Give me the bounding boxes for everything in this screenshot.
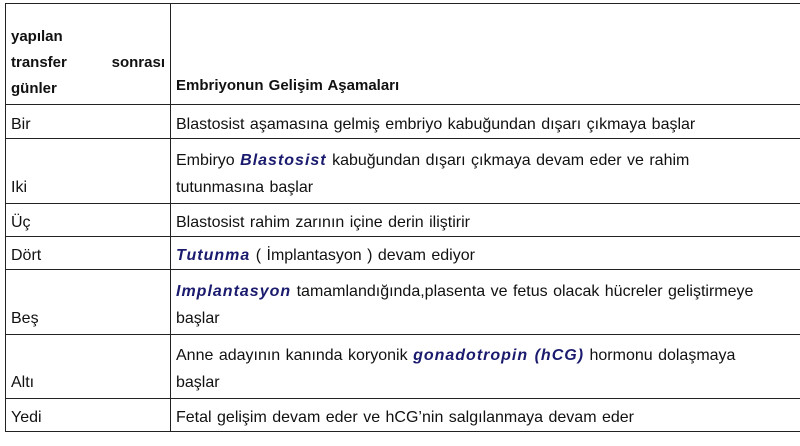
row-day-cell: Bir <box>6 105 171 139</box>
row-text-post: ( İmplantasyon ) devam ediyor <box>255 247 475 264</box>
row-day-cell: Iki <box>6 139 171 204</box>
embryo-development-table <box>5 3 800 432</box>
table-row <box>6 105 800 139</box>
row-text-post: hormonu dolaşmaya <box>589 347 736 364</box>
row-text-line1 <box>176 342 795 369</box>
header-day-line3: günler <box>11 80 57 97</box>
row-text-cell <box>171 139 800 204</box>
table-row <box>6 237 800 270</box>
row-text-cell <box>171 270 800 335</box>
row-text-cell <box>171 237 800 270</box>
header-day-line1: yapılan <box>11 28 63 45</box>
row-day-cell: Yedi <box>6 399 171 432</box>
row-text-cell: Blastosist rahim zarının içine derin iliştirir <box>171 204 800 237</box>
table-row <box>6 204 800 237</box>
table-row <box>6 139 800 204</box>
row-emphasis-term: Blastosist <box>240 152 327 169</box>
row-text-line2: başlar <box>176 310 220 327</box>
row-text-line1 <box>176 147 795 174</box>
header-day-cell <box>6 4 171 105</box>
row-text-cell <box>171 335 800 399</box>
row-text-pre: Embiryo <box>176 152 235 169</box>
row-text-line1 <box>176 278 795 305</box>
row-text-post: kabuğundan dışarı çıkmaya devam eder ve rahim <box>332 152 690 169</box>
header-description-cell: Embriyonun Gelişim Aşamaları <box>171 4 800 105</box>
header-day-line2 <box>11 50 165 76</box>
header-day-line2-a: transfer <box>11 54 67 71</box>
row-text-post: tamamlandığında,plasenta ve fetus olacak hücreler geliştirmeye <box>296 283 754 300</box>
row-emphasis-term: Tutunma <box>176 247 251 264</box>
row-emphasis-term: gonadotropin (hCG) <box>413 347 585 364</box>
row-day-cell: Dört <box>6 237 171 270</box>
table-row <box>6 270 800 335</box>
row-day-cell: Altı <box>6 335 171 399</box>
table-header-row <box>6 4 800 105</box>
row-text-line2: tutunmasına başlar <box>176 179 314 196</box>
row-text-pre: Anne adayının kanında koryonik <box>176 347 408 364</box>
table-row <box>6 335 800 399</box>
row-day-cell: Beş <box>6 270 171 335</box>
table-row <box>6 399 800 432</box>
row-emphasis-term: Implantasyon <box>176 283 292 300</box>
row-day-cell: Üç <box>6 204 171 237</box>
row-text-line2: başlar <box>176 374 220 391</box>
row-text-cell: Blastosist aşamasına gelmiş embriyo kabuğundan dışarı çıkmaya başlar <box>171 105 800 139</box>
row-text-cell: Fetal gelişim devam eder ve hCG’nin salgılanmaya devam eder <box>171 399 800 432</box>
header-day-line2-b: sonrası <box>111 54 165 71</box>
